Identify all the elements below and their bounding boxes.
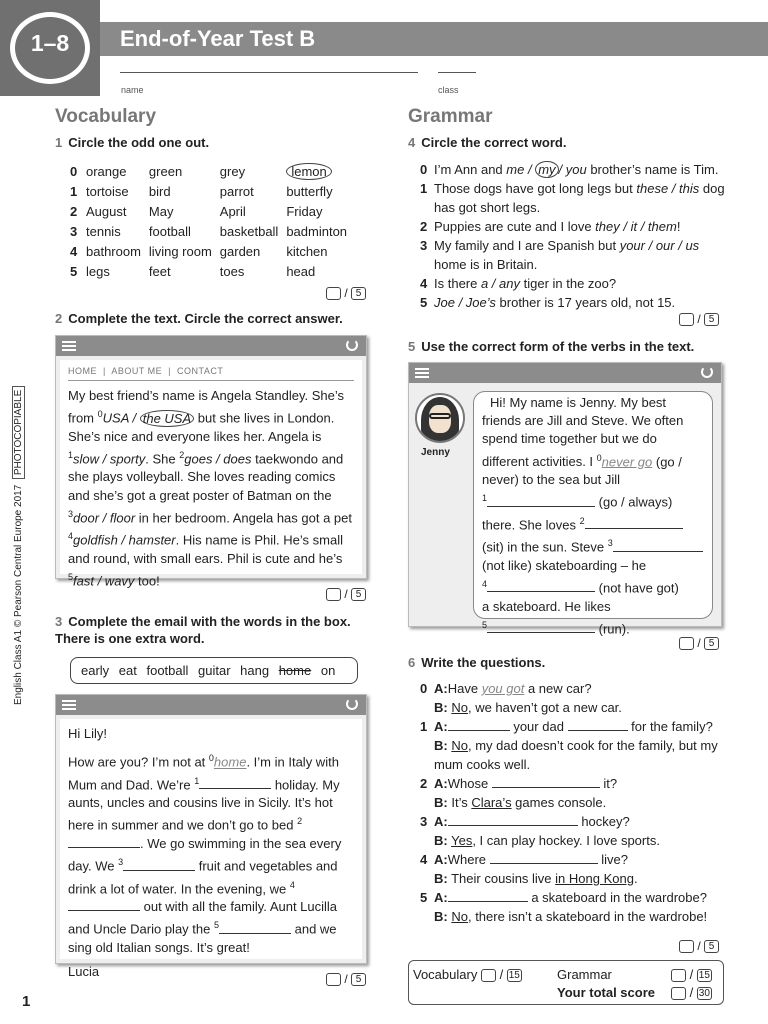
table-row	[70, 262, 353, 280]
word-option[interactable]: May	[148, 204, 174, 219]
total-score-label: Your total score	[557, 985, 656, 1000]
circled-answer: lemon	[286, 163, 331, 180]
word-option[interactable]: tennis	[86, 224, 121, 239]
word-box: early eat football guitar hang home on	[70, 657, 358, 684]
copyright-text: English Class A1 © Pearson Central Europe 2017 PHOTOCOPIABLE	[13, 386, 24, 705]
word-option[interactable]: bird	[148, 184, 171, 199]
ex5-instruction: 5 Use the correct form of the verbs in the text.	[408, 339, 695, 354]
word-option[interactable]: legs	[86, 264, 110, 279]
list-item: 1 Those dogs have got long legs but these / this dog has got short legs.	[420, 181, 725, 215]
word-option[interactable]	[286, 162, 353, 180]
table-row	[70, 162, 353, 180]
ex2-text: My best friend’s name is Angela Standley. She’s from $^0$USA / the USA but she lives in London. She’s nice and everyone likes her. Angela is $^1$slow / sporty. She $^2$goes / does taekwondo and she plays volleyball. She loves reading comics and she’s got a great poster of Batman on the $^3$door / floor in her bedroom. Angela has got a pet $^4$goldfish / hamster. His name is Phil. He’s small and round, with small ears. Phil is cute and he’s $^5$fast / wavy too!	[68, 388, 352, 589]
word-option[interactable]: football	[148, 224, 191, 239]
word-option[interactable]: garden	[219, 244, 261, 259]
ex1-instruction: 1 Circle the odd one out.	[55, 135, 210, 150]
ex1-score: / 5	[326, 286, 366, 300]
word-option[interactable]: Friday	[286, 204, 323, 219]
ex3-score: / 5	[326, 972, 366, 986]
word-option[interactable]: orange	[86, 164, 127, 179]
word-option[interactable]: living room	[148, 244, 212, 259]
page-number: 1	[22, 993, 31, 1010]
class-label: class	[438, 85, 459, 95]
web-panel	[55, 335, 367, 589]
unit-badge	[0, 0, 100, 96]
word-option[interactable]: April	[219, 204, 246, 219]
refresh-icon	[346, 698, 358, 710]
name-label: name	[121, 85, 144, 95]
word-option[interactable]: bathroom	[86, 244, 141, 259]
list-item: 4 Is there a / any tiger in the zoo?	[420, 276, 617, 291]
menu-icon	[415, 368, 429, 370]
item-number: 0	[70, 164, 78, 179]
item-number: 2	[70, 204, 78, 219]
word-option[interactable]: badminton	[286, 224, 348, 239]
total-score: / 30	[671, 985, 712, 1000]
refresh-icon	[701, 366, 713, 378]
item-number: 1	[70, 184, 78, 199]
refresh-icon	[346, 339, 358, 351]
menu-icon	[62, 700, 76, 702]
menu-icon	[62, 341, 76, 343]
total-score-box	[408, 960, 724, 1005]
grammar-heading: Grammar	[408, 106, 493, 127]
word-option[interactable]: green	[148, 164, 183, 179]
ex2-instruction: 2 Complete the text. Circle the correct answer.	[55, 311, 343, 326]
web-nav: HOME | ABOUT ME | CONTACT	[68, 366, 354, 381]
list-item: 3 My family and I are Spanish but your / our / us home is in Britain.	[420, 238, 700, 272]
table-row	[70, 202, 353, 220]
ex3-email: Hi Lily! How are you? I’m not at $^0$home. I’m in Italy with Mum and Dad. We’re $^1$ holiday. My aunts, uncles and cousins live in Sicily. It’s hot here in summer and we don’t go to bed $^2$. We go swimming in the sea every day. We $^3$ fruit and vegetables and drink a lot of water. In the evening, we $^4$ out with all the family. Aunt Lucilla and Uncle Dario play the $^5$ and we sing old Italian songs. It’s great! Lucia	[60, 719, 362, 959]
word-option[interactable]: grey	[219, 164, 246, 179]
word-option[interactable]: tortoise	[86, 184, 129, 199]
item-number: 4	[70, 244, 78, 259]
vocab-total: Vocabulary / 15	[413, 967, 520, 982]
ex4-instruction: 4 Circle the correct word.	[408, 135, 567, 150]
word-option[interactable]: toes	[219, 264, 245, 279]
class-line[interactable]	[438, 72, 476, 73]
ex4-items	[420, 160, 730, 312]
list-item: 2 Puppies are cute and I love they / it / them!	[420, 219, 681, 234]
page-title: End-of-Year Test B	[120, 26, 316, 51]
word-option[interactable]: head	[286, 264, 316, 279]
word-option[interactable]: butterfly	[286, 184, 333, 199]
chat-panel	[408, 362, 722, 637]
ex6-score: / 5	[679, 939, 719, 953]
word-option[interactable]: basketball	[219, 224, 279, 239]
table-row	[70, 242, 353, 260]
chat-bubble: Hi! My name is Jenny. My best friends are Jill and Steve. We often spend time together but we do different activities. I $^0$never go (go / never) to the sea but Jill $^1$ (go / always) there. She loves $^2$ (sit) in the sun. Steve $^3$ (not like) skateboarding – he $^4$ (not have got) a skateboard. He likes $^5$ (run).	[473, 391, 713, 619]
vocabulary-heading: Vocabulary	[55, 106, 157, 127]
word-option[interactable]: feet	[148, 264, 171, 279]
item-number: 3	[70, 224, 78, 239]
grammar-total-label: Grammar	[557, 967, 612, 982]
name-line[interactable]	[120, 72, 418, 73]
email-panel	[55, 694, 367, 980]
word-option[interactable]: August	[86, 204, 127, 219]
title-bar	[100, 22, 768, 56]
odd-one-out-table	[68, 160, 355, 282]
table-row	[70, 222, 353, 240]
unit-number: 1–8	[30, 30, 70, 56]
table-row	[70, 182, 353, 200]
ex2-score: / 5	[326, 587, 366, 601]
list-item: 0 I’m Ann and me / my / you brother’s name is Tim.	[420, 162, 719, 177]
jenny-avatar	[415, 393, 465, 443]
word-option[interactable]: kitchen	[286, 244, 328, 259]
ex4-score: / 5	[679, 312, 719, 326]
item-number: 5	[70, 264, 78, 279]
list-item: 5 Joe / Joe’s brother is 17 years old, not 15.	[420, 295, 676, 310]
ex6-items: 0 A:Have you got a new car? B: No, we haven’t got a new car. 1 A: your dad for the family? B: No, my dad doesn’t cook for the family, but my mum cooks well. 2 A:Whose it? B: It’s Clara’s games console. 3 A: hockey? B: Yes, I can play hockey. I love sports. 4 A:Where live? B: Their cousins live in Hong Kong. 5 A: a skateboard in the wardrobe? B: No, there isn’t a skateboard in the wardrobe!	[420, 681, 718, 924]
grammar-total: / 15	[671, 967, 712, 982]
word-option[interactable]: parrot	[219, 184, 254, 199]
jenny-label: Jenny	[421, 447, 450, 458]
ex5-score: / 5	[679, 636, 719, 650]
ex3-instruction: 3 Complete the email with the words in the box. There is one extra word.	[55, 614, 351, 646]
ex6-instruction: 6 Write the questions.	[408, 655, 546, 670]
photocopiable-label: PHOTOCOPIABLE	[12, 386, 25, 479]
